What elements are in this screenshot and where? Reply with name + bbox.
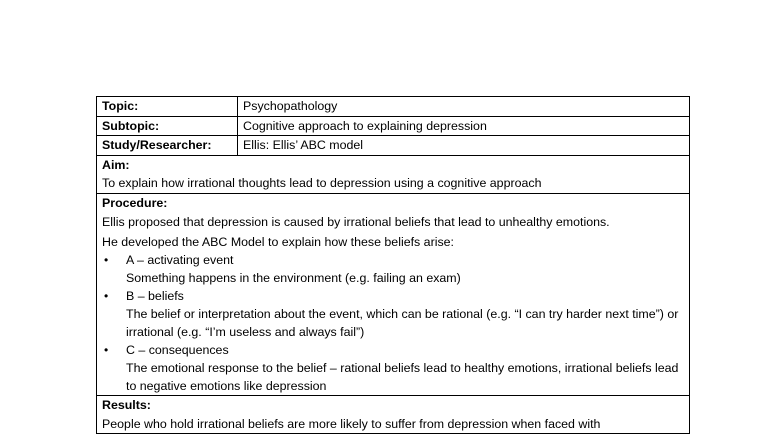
aim-cell (97, 155, 690, 193)
aim-row (97, 155, 690, 193)
study-table (96, 96, 690, 434)
study-value: Ellis: Ellis’ ABC model (238, 136, 690, 156)
results-text: People who hold irrational beliefs are more likely to suffer from depression when faced with (102, 416, 601, 431)
subtopic-value: Cognitive approach to explaining depression (238, 116, 690, 136)
procedure-cell (97, 193, 690, 396)
study-row (97, 136, 690, 156)
results-row (97, 396, 690, 434)
list-item (102, 287, 684, 341)
topic-value: Psychopathology (238, 97, 690, 117)
abc-item-heading: A – activating event (126, 253, 234, 267)
procedure-paragraph-1: Ellis proposed that depression is caused by irrational beliefs that lead to unhealthy emotions. (102, 215, 610, 229)
list-item (102, 251, 684, 287)
abc-item-detail: The emotional response to the belief – rational beliefs lead to healthy emotions, irrational beliefs lead to negative emotions like depression (126, 361, 679, 393)
procedure-row (97, 193, 690, 396)
aim-text: To explain how irrational thoughts lead to depression using a cognitive approach (102, 176, 542, 190)
subtopic-row (97, 116, 690, 136)
procedure-label: Procedure: (102, 195, 168, 210)
bullet-icon: • (104, 289, 109, 303)
results-label: Results: (102, 398, 151, 412)
bullet-icon: • (104, 253, 109, 267)
abc-list (102, 251, 684, 395)
study-label: Study/Researcher: (97, 136, 238, 156)
subtopic-label: Subtopic: (97, 116, 238, 136)
procedure-paragraph-2: He developed the ABC Model to explain how these beliefs arise: (102, 234, 454, 249)
abc-item-detail: The belief or interpretation about the event, which can be rational (e.g. “I can try harder next time”) or irrational (e.g. “I’m useless and always fail”) (126, 307, 679, 339)
abc-item-heading: B – beliefs (126, 289, 184, 303)
aim-label: Aim: (102, 157, 130, 172)
bullet-icon: • (104, 343, 109, 357)
list-item (102, 341, 684, 395)
results-cell (97, 396, 690, 434)
topic-label: Topic: (97, 97, 238, 117)
abc-item-heading: C – consequences (126, 343, 229, 357)
topic-row (97, 97, 690, 117)
abc-item-detail: Something happens in the environment (e.g. failing an exam) (126, 271, 461, 285)
